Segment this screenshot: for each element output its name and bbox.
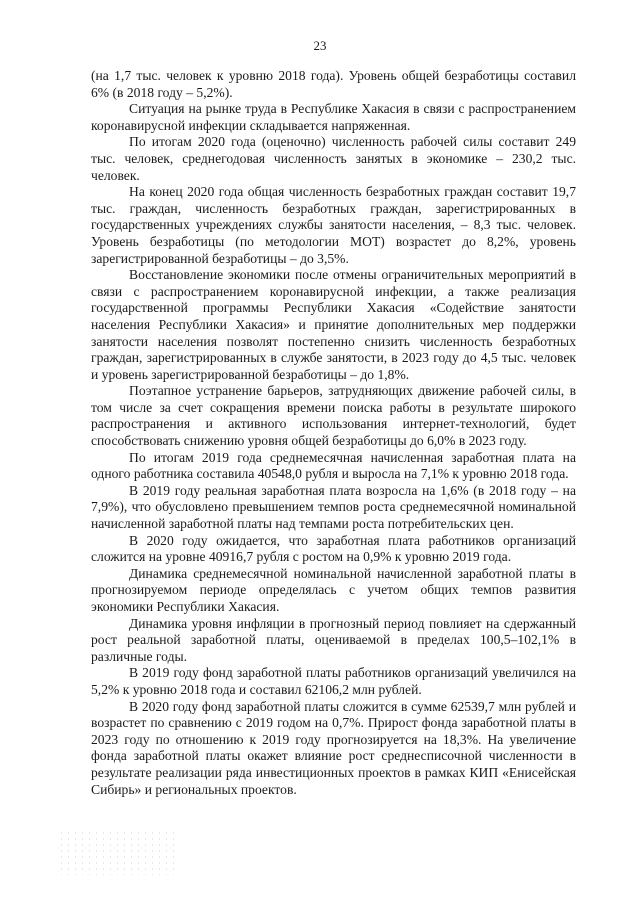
paragraph: В 2019 году фонд заработной платы работников организаций увеличился на 5,2% к уровню 2018 года и составил 62106,2 млн рублей.	[91, 665, 576, 697]
document-body	[91, 68, 576, 798]
paragraph: В 2020 году ожидается, что заработная плата работников организаций сложится на уровне 40916,7 рубля с ростом на 0,9% к уровню 2019 года.	[91, 532, 576, 565]
paragraph: По итогам 2019 года среднемесячная начисленная заработная плата на одного работника составила 40548,0 рубля и выросла на 7,1% к уровню 2018 года.	[91, 449, 576, 482]
paragraph: Динамика уровня инфляции в прогнозный период повлияет на сдержанный рост реальной заработной платы, оцениваемой в пределах 100,5–102,1% в различные годы.	[91, 615, 576, 664]
paragraph-continuation: (на 1,7 тыс. человек к уровню 2018 года). Уровень общей безработицы составил 6% (в 2018 году – 5,2%).	[91, 68, 576, 100]
paragraph: Динамика среднемесячной номинальной начисленной заработной платы в прогнозируемом периоде определялась с учетом общих темпов развития экономики Республики Хакасия.	[91, 565, 576, 614]
paragraph: В 2019 году реальная заработная плата возросла на 1,6% (в 2018 году – на 7,9%), что обусловлено превышением темпов роста среднемесячной номинальной начисленной заработной платы над темпами роста потребительских цен.	[91, 482, 576, 532]
paragraph: Поэтапное устранение барьеров, затрудняющих движение рабочей силы, в том числе за счет сокращения времени поиска работы в результате широкого распространения и активного использования интернет-технологий, будет способствовать снижению уровня общей безработицы до 6,0% в 2023 году.	[91, 383, 576, 449]
page-number: 23	[313, 38, 327, 53]
scan-artifact	[58, 830, 178, 875]
paragraph: Восстановление экономики после отмены ограничительных мероприятий в связи с распространением коронавирусной инфекции, а также реализация государственной программы Республики Хакасия «Содействие занятости населения Республики Хакасия» и принятие дополнительных мер поддержки занятости населения позволят постепенно снизить численность безработных граждан, зарегистрированных в службе занятости, в 2023 году до 4,5 тыс. человек и уровень зарегистрированной безработицы – до 1,8%.	[91, 267, 576, 382]
paragraph: Ситуация на рынке труда в Республике Хакасия в связи с распространением коронавирусной инфекции складывается напряженная.	[91, 101, 576, 133]
paragraph: В 2020 году фонд заработной платы сложится в сумме 62539,7 млн рублей и возрастет по сравнению с 2019 годом на 0,7%. Прирост фонда заработной платы в 2023 году по отношению к 2019 году прогнозируется на 18,3%. На увеличение фонда заработной платы окажет влияние рост среднесписочной численности в результате реализации ряда инвестиционных проектов в рамках КИП «Енисейская Сибирь» и региональных проектов.	[91, 698, 576, 797]
paragraph: На конец 2020 года общая численность безработных граждан составит 19,7 тыс. граждан, численность безработных граждан, зарегистрированных в государственных учреждениях службы занятости населения, – 8,3 тыс. человек. Уровень безработицы (по методологии МОТ) возрастет до 8,2%, уровень зарегистрированной безработицы – до 3,5%.	[91, 184, 576, 266]
paragraph: По итогам 2020 года (оценочно) численность рабочей силы составит 249 тыс. человек, среднегодовая численность занятых в экономике – 230,2 тыс. человек.	[91, 134, 576, 183]
